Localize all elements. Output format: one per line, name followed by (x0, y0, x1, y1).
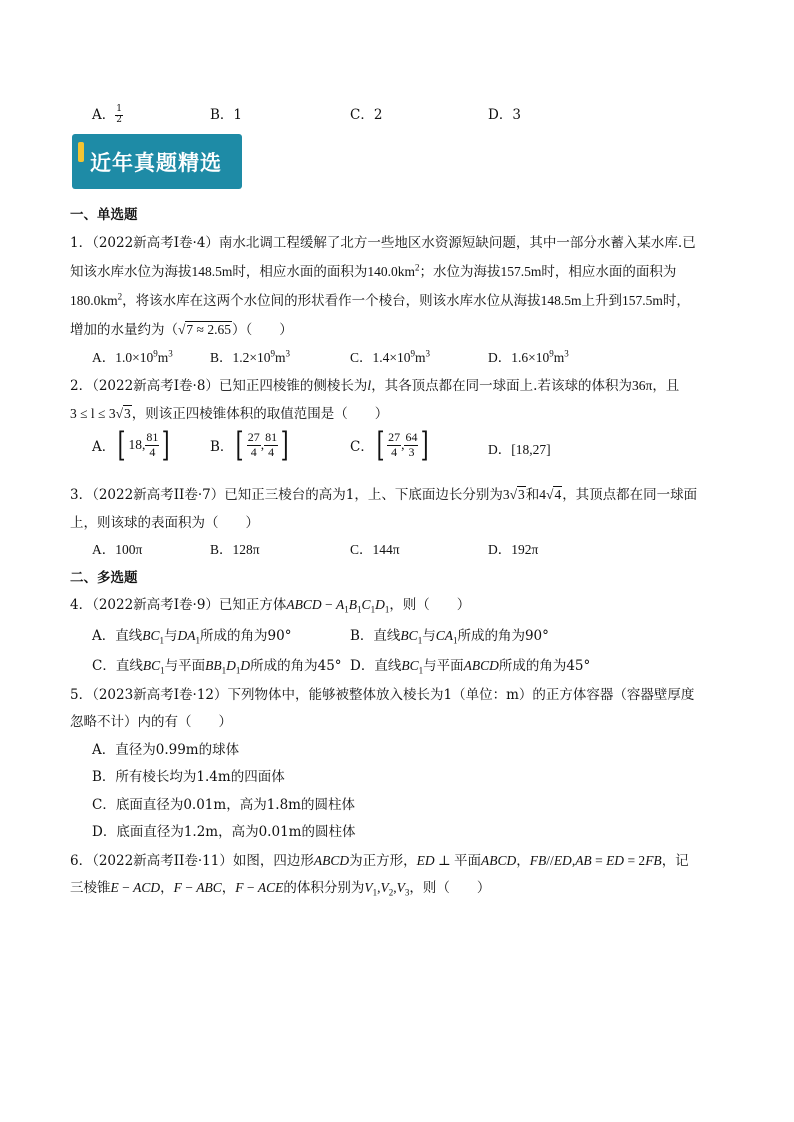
q3-option-a: A．100π (92, 542, 143, 557)
q2-line1: 2．（2022新高考I卷·8）已知正四棱锥的侧棱长为l，其各顶点都在同一球面上.若该球的体积为36π，且 (70, 378, 680, 394)
q3-line1: 3．（2022新高考II卷·7）已知正三棱台的高为1，上、下底面边长分别为3√3和4√4，其顶点都在同一球面 (70, 487, 698, 503)
q5-option-d: D．底面直径为1.2m，高为0.01m的圆柱体 (92, 824, 356, 840)
q3-option-b: B．128π (210, 542, 260, 557)
q4-line1: 4．（2022新高考I卷·9）已知正方体ABCD − $A_1B_1C_1D_1$，则（ ） (70, 597, 471, 615)
top-option-d: D．3 (488, 107, 521, 123)
top-option-a: A． $\frac{1}{2}$ (92, 104, 122, 125)
q6-line2: 三棱锥E − ACD，F − ABC，F − ACE的体积分别为$V_1,V_2,V_3$，则（ ） (70, 880, 491, 898)
q4-option-a: A．直线$BC_1$与$DA_1$所成的角为90° (92, 628, 292, 646)
q5-option-c: C．底面直径为0.01m，高为1.8m的圆柱体 (92, 797, 355, 813)
section-title-single-choice: 一、单选题 (70, 207, 138, 223)
section-badge (72, 134, 242, 189)
q1-option-d: D．$1.6\times 10^9m^3$ (488, 348, 569, 365)
q3-option-d: D．192π (488, 542, 539, 557)
q2-option-c: C． [ $\frac{27}{4}$ , $\frac{64}{3}$ ] (350, 425, 430, 465)
q4-number: 4． (70, 597, 93, 613)
q2-number: 2． (70, 378, 93, 394)
top-option-c: C．2 (350, 107, 383, 123)
q1-option-b: B．$1.2\times 10^9m^3$ (210, 348, 291, 365)
q4-option-d: D．直线$BC_1$与平面ABCD所成的角为45° (350, 658, 591, 676)
q5-source: （2023新高考I卷·12） (92, 687, 228, 703)
q5-line2: 忽略不计）内的有（ ） (70, 714, 232, 730)
q2-option-a: A． [ 18, $\frac{81}{4}$ ] (92, 425, 171, 465)
q5-number: 5． (70, 687, 93, 703)
q3-number: 3． (70, 487, 93, 503)
q5-option-a: A．直径为0.99m的球体 (92, 742, 240, 758)
q6-line1: 6．（2022新高考II卷·11）如图，四边形ABCD为正方形，ED ⊥ 平面ABCD，FB//ED,AB = ED = 2FB，记 (70, 853, 689, 869)
q3-option-c: C．144π (350, 542, 400, 557)
q4-option-c: C．直线$BC_1$与平面$BB_1D_1D$所成的角为45° (92, 658, 342, 676)
q4-option-b: B．直线$BC_1$与$CA_1$所成的角为90° (350, 628, 549, 646)
q1-line1: 1．（2022新高考I卷·4）南水北调工程缓解了北方一些地区水资源短缺问题，其中一部分水蓄入某水库.已 (70, 235, 696, 251)
frac-num: 1 (116, 104, 122, 115)
q2-source: （2022新高考I卷·8） (92, 378, 219, 394)
q6-number: 6． (70, 853, 93, 869)
q1-source: （2022新高考I卷·4） (92, 235, 219, 251)
q3-source: （2022新高考II卷·7） (92, 487, 225, 503)
badge-title: 近年真题精选 (90, 151, 222, 175)
badge-accent-bar (78, 142, 84, 162)
q1-option-a: A．$1.0\times 10^9m^3$ (92, 348, 173, 365)
q2-option-b: B． [ $\frac{27}{4}$ , $\frac{81}{4}$ ] (210, 425, 289, 465)
q5-option-b: B．所有棱长均为1.4m的四面体 (92, 769, 285, 785)
frac-den: 2 (116, 115, 122, 125)
q2-option-d: D．[18,27] (488, 442, 551, 457)
q4-source: （2022新高考I卷·9） (92, 597, 219, 613)
q2-line2: 3 ≤ l ≤ 3√3，则该正四棱锥体积的取值范围是（ ） (70, 406, 389, 422)
q5-line1: 5．（2023新高考I卷·12）下列物体中，能够被整体放入棱长为1（单位：m）的正方体容器（容器壁厚度 (70, 687, 695, 703)
q1-line4: 增加的水量约为（√7 ≈ 2.65）（ ） (70, 322, 293, 338)
q1-line3: $180.0km^2$，将该水库在这两个水位间的形状看作一个棱台，则该水库水位从海拔148.5m上升到157.5m时， (70, 291, 690, 309)
q1-number: 1． (70, 235, 93, 251)
q1-option-c: C．$1.4\times 10^9m^3$ (350, 348, 431, 365)
q1-hint: 7 ≈ 2.65 (186, 322, 231, 337)
q6-source: （2022新高考II卷·11） (92, 853, 233, 869)
section-title-multi-choice: 二、多选题 (70, 570, 138, 586)
top-option-b: B．1 (210, 107, 243, 123)
q3-line2: 上，则该球的表面积为（ ） (70, 515, 259, 531)
q1-line2: 知该水库水位为海拔148.5m时，相应水面的面积为$140.0km^2$；水位为海拔157.5m时，相应水面的面积为 (70, 262, 677, 280)
